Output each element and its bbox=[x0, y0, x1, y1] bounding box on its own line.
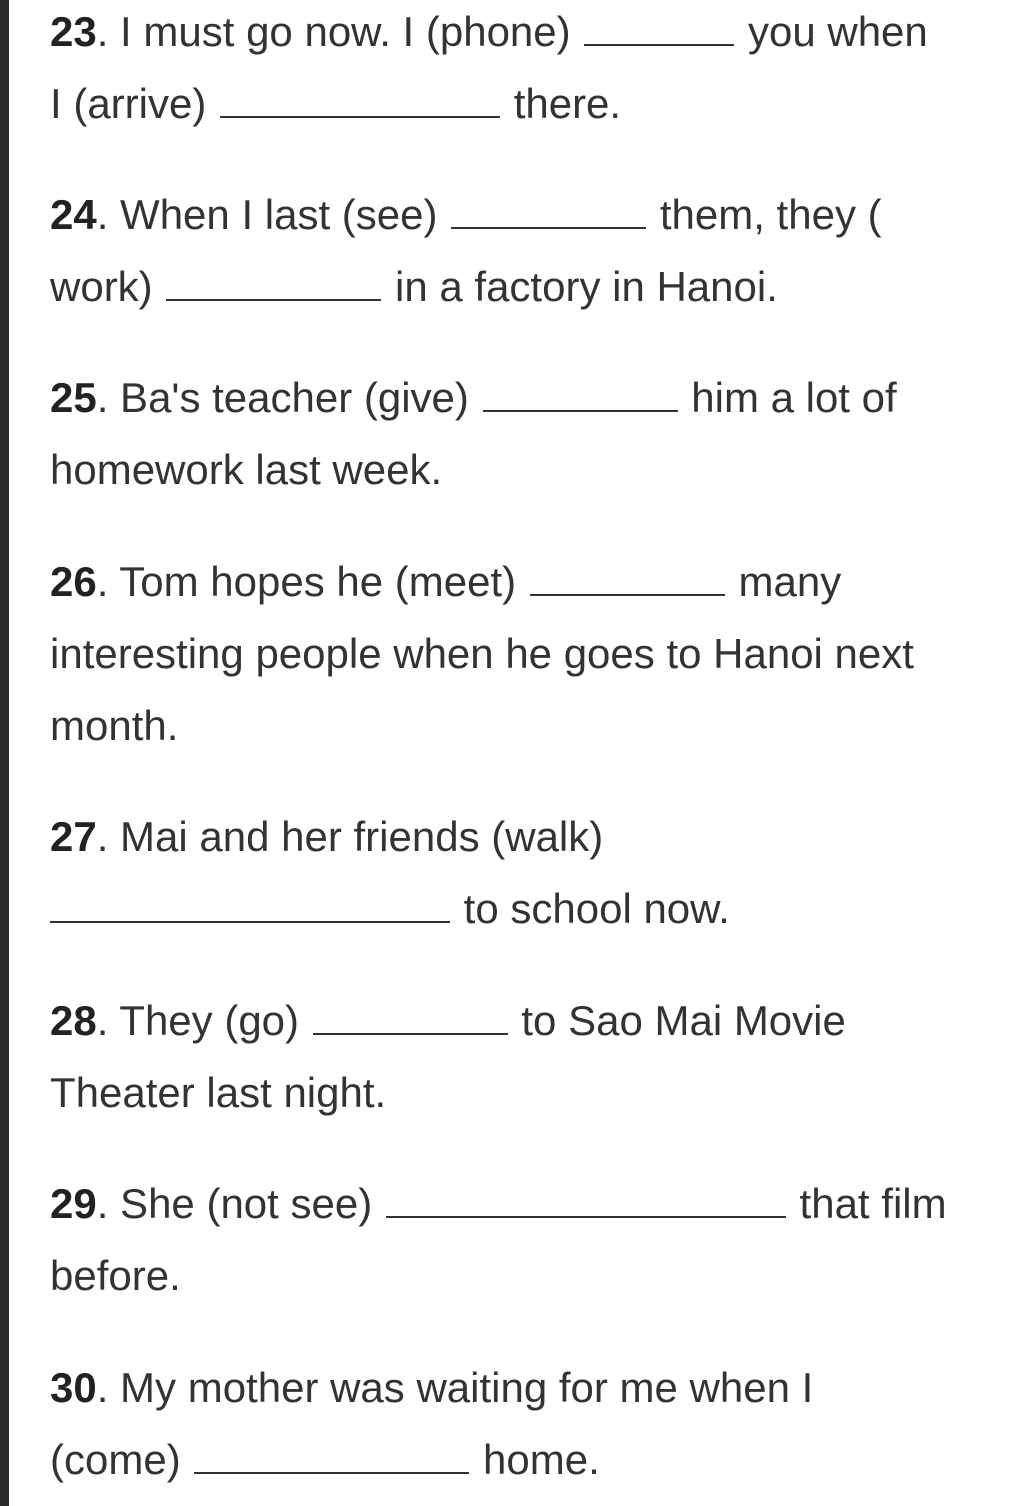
question-text: . She (not see) bbox=[96, 1180, 373, 1227]
question-text: there. bbox=[513, 80, 622, 127]
question-26-line-3 bbox=[50, 700, 178, 752]
question-number: 27 bbox=[50, 813, 97, 860]
answer-blank[interactable] bbox=[50, 891, 450, 923]
answer-blank[interactable] bbox=[313, 1003, 508, 1035]
answer-blank[interactable] bbox=[166, 269, 381, 301]
question-text: to school now. bbox=[463, 885, 730, 932]
answer-blank[interactable] bbox=[451, 197, 646, 229]
question-text: . Ba's teacher (give) bbox=[96, 374, 469, 421]
question-text: (come) bbox=[50, 1436, 181, 1483]
question-text: month. bbox=[50, 702, 179, 749]
question-24-line-2 bbox=[50, 261, 778, 313]
question-text: to Sao Mai Movie bbox=[521, 997, 846, 1044]
answer-blank[interactable] bbox=[483, 380, 678, 412]
question-text: him a lot of bbox=[691, 374, 897, 421]
question-text: you when bbox=[747, 8, 928, 55]
answer-blank[interactable] bbox=[584, 14, 734, 46]
question-25-line-1 bbox=[50, 372, 897, 424]
question-26-line-2 bbox=[50, 628, 914, 680]
question-29-line-2 bbox=[50, 1250, 181, 1302]
question-text: work) bbox=[50, 263, 153, 310]
question-text: . Mai and her friends (walk) bbox=[96, 813, 604, 860]
answer-blank[interactable] bbox=[194, 1442, 469, 1474]
question-text: that film bbox=[799, 1180, 947, 1227]
question-text: I (arrive) bbox=[50, 80, 207, 127]
question-23-line-1 bbox=[50, 6, 928, 58]
question-number: 24 bbox=[50, 191, 97, 238]
question-number: 25 bbox=[50, 374, 97, 421]
question-30-line-1 bbox=[50, 1362, 813, 1414]
question-29-line-1 bbox=[50, 1178, 947, 1230]
question-text: . I must go now. I (phone) bbox=[96, 8, 571, 55]
question-text: . My mother was waiting for me when I bbox=[96, 1364, 814, 1411]
answer-blank[interactable] bbox=[220, 86, 500, 118]
question-text: . They (go) bbox=[96, 997, 300, 1044]
question-text: in a factory in Hanoi. bbox=[395, 263, 778, 310]
question-text: interesting people when he goes to Hanoi next bbox=[50, 630, 914, 677]
question-text: home. bbox=[483, 1436, 600, 1483]
question-25-line-2 bbox=[50, 444, 442, 496]
question-23-line-2 bbox=[50, 78, 621, 130]
question-26-line-1 bbox=[50, 556, 841, 608]
question-27-line-1 bbox=[50, 811, 603, 863]
question-number: 30 bbox=[50, 1364, 97, 1411]
question-text: homework last week. bbox=[50, 446, 443, 493]
question-number: 26 bbox=[50, 558, 97, 605]
question-text: Theater last night. bbox=[50, 1069, 387, 1116]
question-text: before. bbox=[50, 1252, 181, 1299]
question-number: 28 bbox=[50, 997, 97, 1044]
question-number: 23 bbox=[50, 8, 97, 55]
question-24-line-1 bbox=[50, 189, 882, 241]
question-number: 29 bbox=[50, 1180, 97, 1227]
question-text: many bbox=[738, 558, 842, 605]
question-27-line-2 bbox=[50, 883, 730, 935]
question-text: them, they ( bbox=[659, 191, 882, 238]
question-28-line-2 bbox=[50, 1067, 386, 1119]
question-30-line-2 bbox=[50, 1434, 600, 1486]
answer-blank[interactable] bbox=[386, 1186, 786, 1218]
question-text: . When I last (see) bbox=[96, 191, 438, 238]
answer-blank[interactable] bbox=[530, 564, 725, 596]
question-28-line-1 bbox=[50, 995, 846, 1047]
question-text: . Tom hopes he (meet) bbox=[96, 558, 517, 605]
